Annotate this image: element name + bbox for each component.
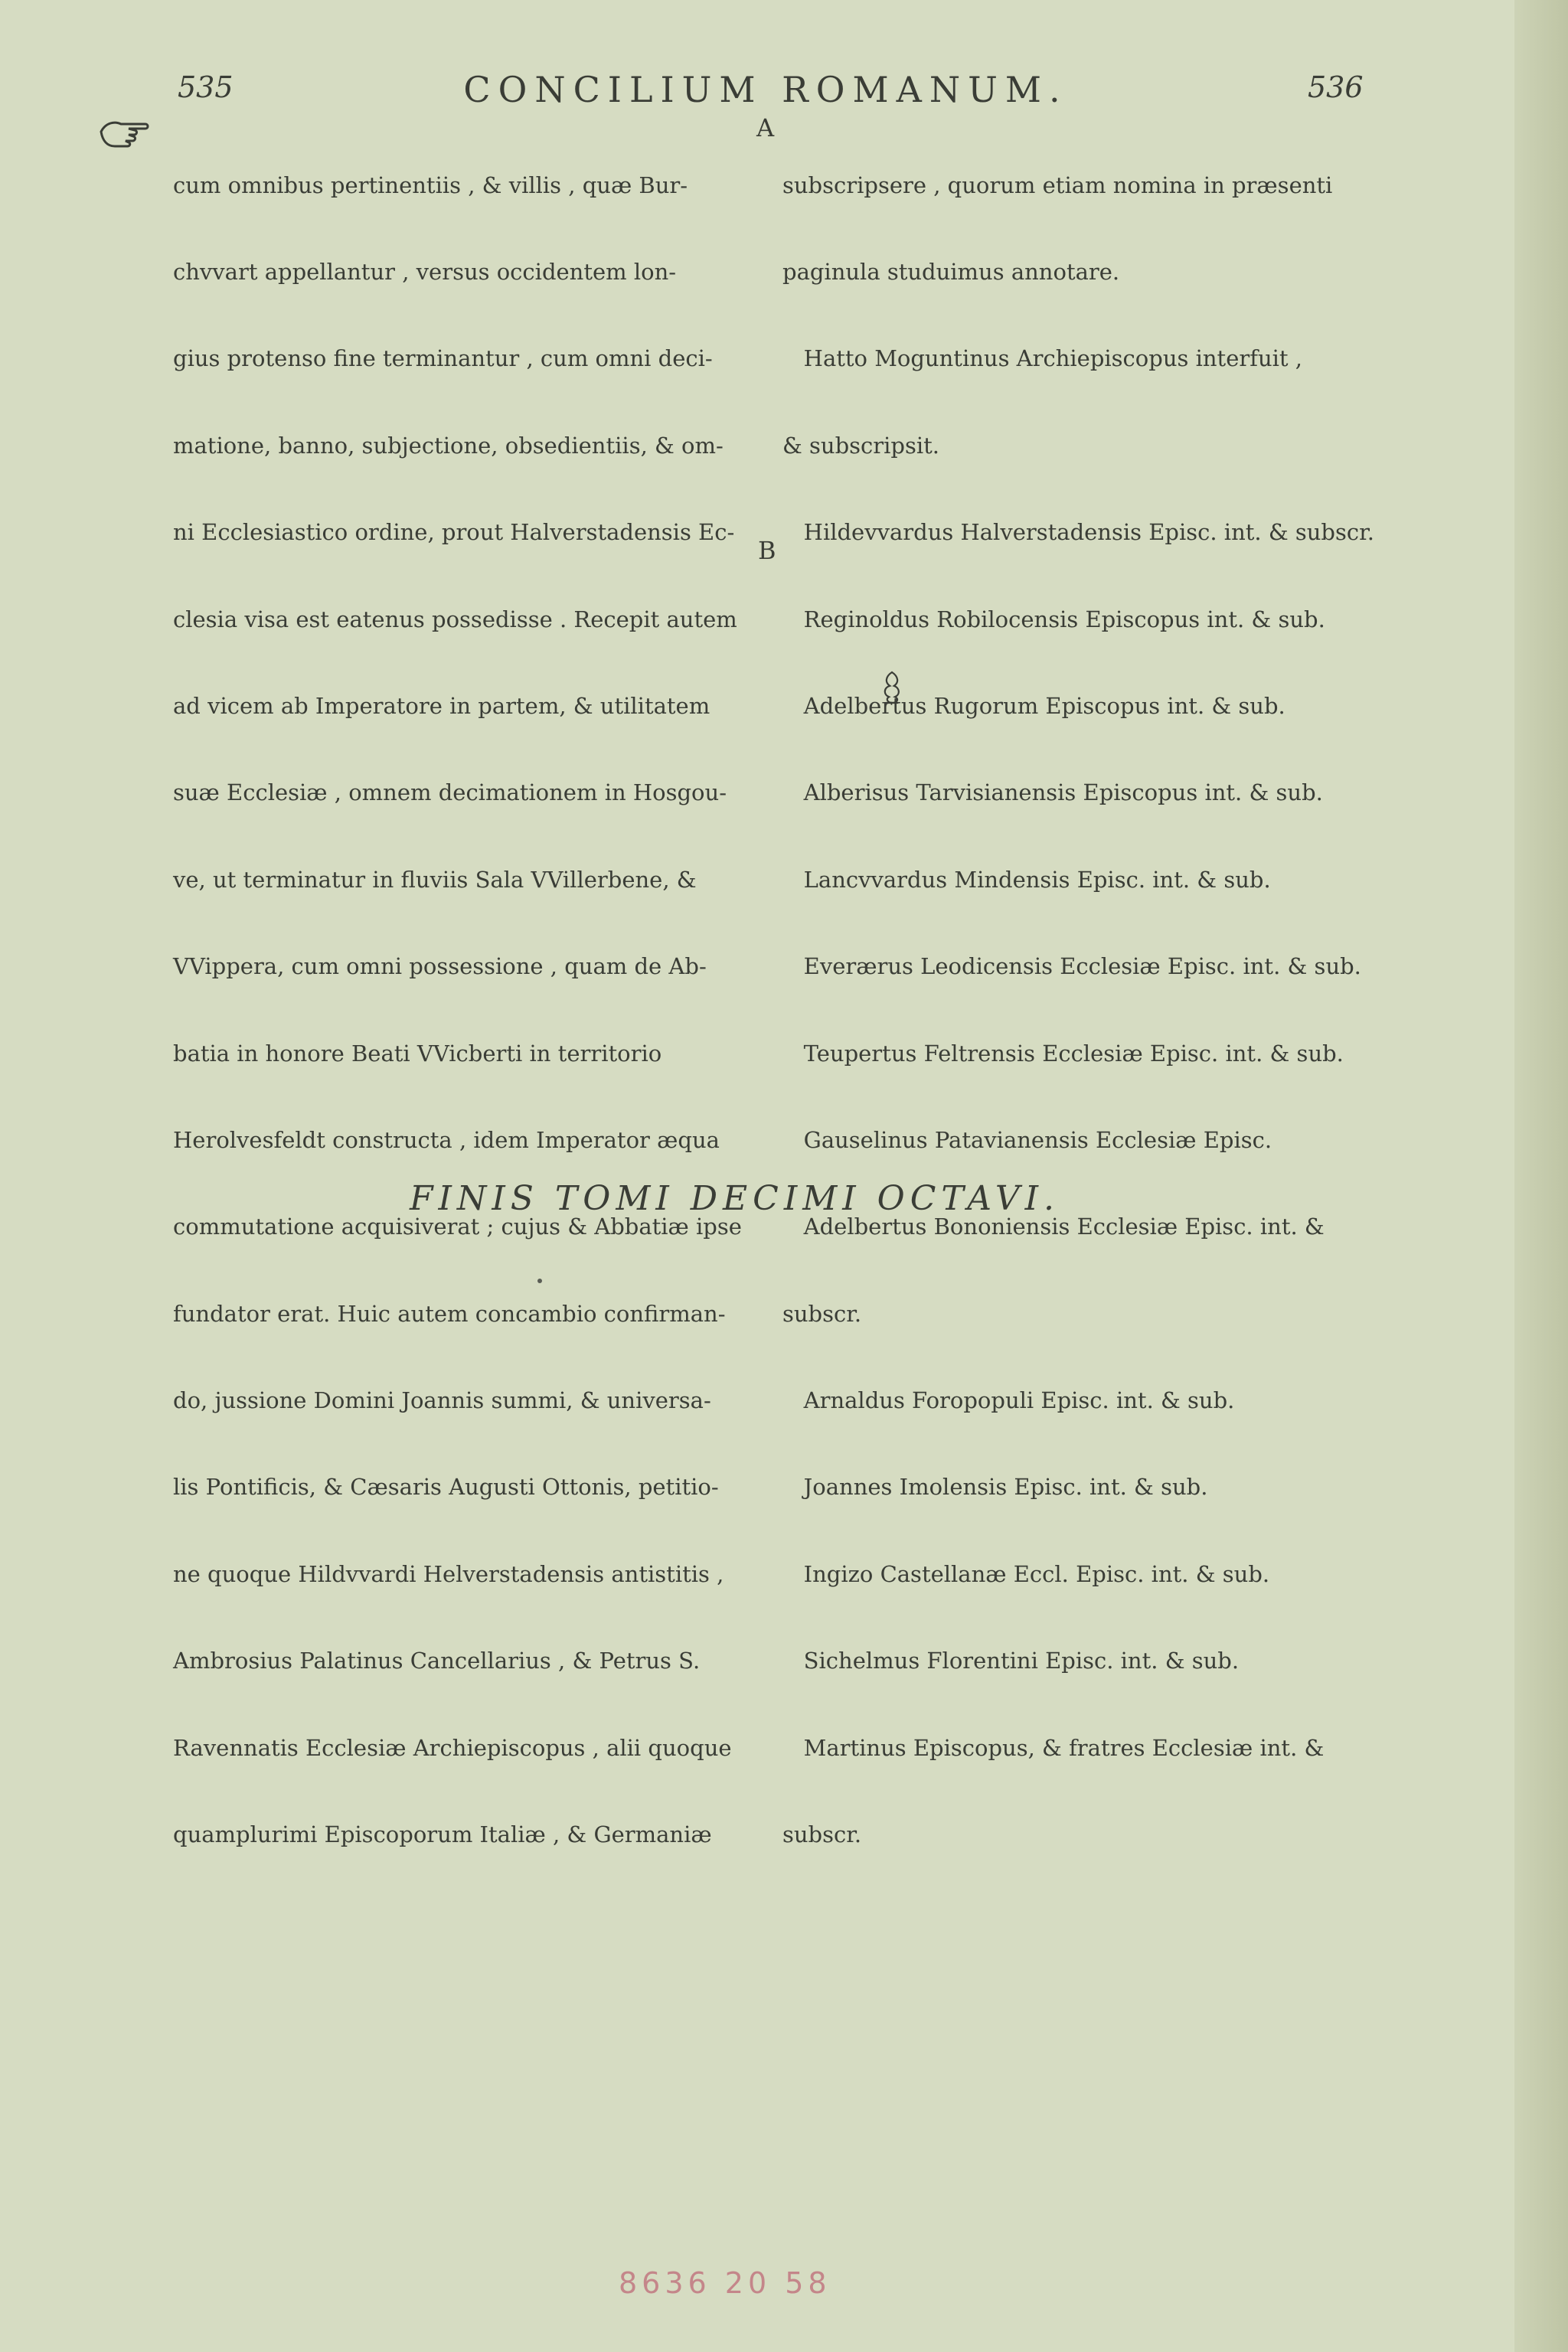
text-line: Reginoldus Robilocensis Episcopus int. & sub. <box>782 606 1325 632</box>
text-line: Ingizo Castellanæ Eccl. Episc. int. & sub. <box>782 1560 1270 1587</box>
margin-marker-a: A <box>756 113 775 142</box>
text-line: Everærus Leodicensis Ecclesiæ Episc. int. & sub. <box>782 953 1361 980</box>
text-line: commutatione acquisiverat ; cujus & Abbatiæ ipse <box>173 1214 742 1240</box>
text-line: subscr. <box>782 1300 862 1327</box>
text-line: batia in honore Beati VVicberti in territorio <box>173 1040 662 1067</box>
text-line: chvvart appellantur , versus occidentem lon- <box>173 258 677 285</box>
text-line: quamplurimi Episcoporum Italiæ , & Germaniæ <box>173 1821 712 1848</box>
text-line: Herolvesfeldt constructa , idem Imperator æqua <box>173 1126 720 1153</box>
text-line: clesia visa est eatenus possedisse . Recepit autem <box>173 606 737 632</box>
finis-colophon-text: FINIS TOMI DECIMI OCTAVI. <box>410 1179 1060 1218</box>
text-line: Joannes Imolensis Episc. int. & sub. <box>782 1474 1208 1501</box>
running-title: CONCILIUM ROMANUM. <box>463 69 1068 110</box>
text-line: matione, banno, subjectione, obsedientiis, & om- <box>173 432 724 459</box>
text-line: paginula studuimus annotare. <box>782 258 1120 285</box>
page-header <box>0 70 1568 116</box>
text-line: VVippera, cum omni possessione , quam de Ab- <box>173 953 707 980</box>
page-number-right: 536 <box>1308 70 1364 104</box>
text-line: ne quoque Hildvvardi Helverstadensis antistitis , <box>173 1560 724 1587</box>
text-line: ni Ecclesiastico ordine, prout Halverstadensis Ec- <box>173 519 735 546</box>
text-line: ve, ut terminatur in fluviis Sala VVillerbene, & <box>173 866 697 893</box>
page-edge-shadow <box>1514 0 1568 2352</box>
text-line: fundator erat. Huic autem concambio confirman- <box>173 1300 726 1327</box>
text-line: Teupertus Feltrensis Ecclesiæ Episc. int. & sub. <box>782 1040 1344 1067</box>
text-line: gius protenso fine terminantur , cum omni deci- <box>173 345 713 372</box>
text-line: Hatto Moguntinus Archiepiscopus interfuit , <box>782 345 1303 372</box>
text-line: Sichelmus Florentini Episc. int. & sub. <box>782 1648 1240 1674</box>
left-text-column <box>173 113 755 1879</box>
text-line: Ravennatis Ecclesiæ Archiepiscopus , alii quoque <box>173 1734 732 1761</box>
stray-dot <box>537 1279 542 1283</box>
text-line: suæ Ecclesiæ , omnem decimationem in Hosgou- <box>173 779 727 806</box>
text-line: ad vicem ab Imperatore in partem, & utilitatem <box>173 692 710 719</box>
text-line: do, jussione Domini Joannis summi, & universa- <box>173 1387 711 1414</box>
text-line: subscr. <box>782 1821 862 1848</box>
text-line: & subscripsit. <box>782 432 940 459</box>
text-line: Ambrosius Palatinus Cancellarius , & Petrus S. <box>173 1648 701 1674</box>
text-line: subscripsere , quorum etiam nomina in præsenti <box>782 172 1333 198</box>
text-line: Lancvvardus Mindensis Episc. int. & sub. <box>782 866 1271 893</box>
text-line: cum omnibus pertinentiis , & villis , quæ Bur- <box>173 172 688 198</box>
text-line: Adelbertus Rugorum Episcopus int. & sub. <box>782 692 1285 719</box>
text-line: Adelbertus Bononiensis Ecclesiæ Episc. int. & <box>782 1214 1325 1240</box>
margin-marker-b: B <box>758 536 776 565</box>
page-number-left: 535 <box>178 70 234 104</box>
text-line: Gauselinus Patavianensis Ecclesiæ Episc. <box>782 1126 1272 1153</box>
library-shelfmark-stamp: 8636 20 58 <box>619 2266 831 2300</box>
pointing-hand-icon <box>98 115 152 149</box>
text-line: Alberisus Tarvisianensis Episcopus int. & sub. <box>782 779 1323 806</box>
right-text-column <box>782 113 1387 1879</box>
colophon-ornament-icon <box>873 665 911 710</box>
text-line: Martinus Episcopus, & fratres Ecclesiæ int. & <box>782 1734 1325 1761</box>
text-line: Arnaldus Foropopuli Episc. int. & sub. <box>782 1387 1235 1414</box>
text-line: lis Pontificis, & Cæsaris Augusti Ottonis, petitio- <box>173 1474 719 1501</box>
text-line: Hildevvardus Halverstadensis Episc. int. & subscr. <box>782 519 1375 546</box>
